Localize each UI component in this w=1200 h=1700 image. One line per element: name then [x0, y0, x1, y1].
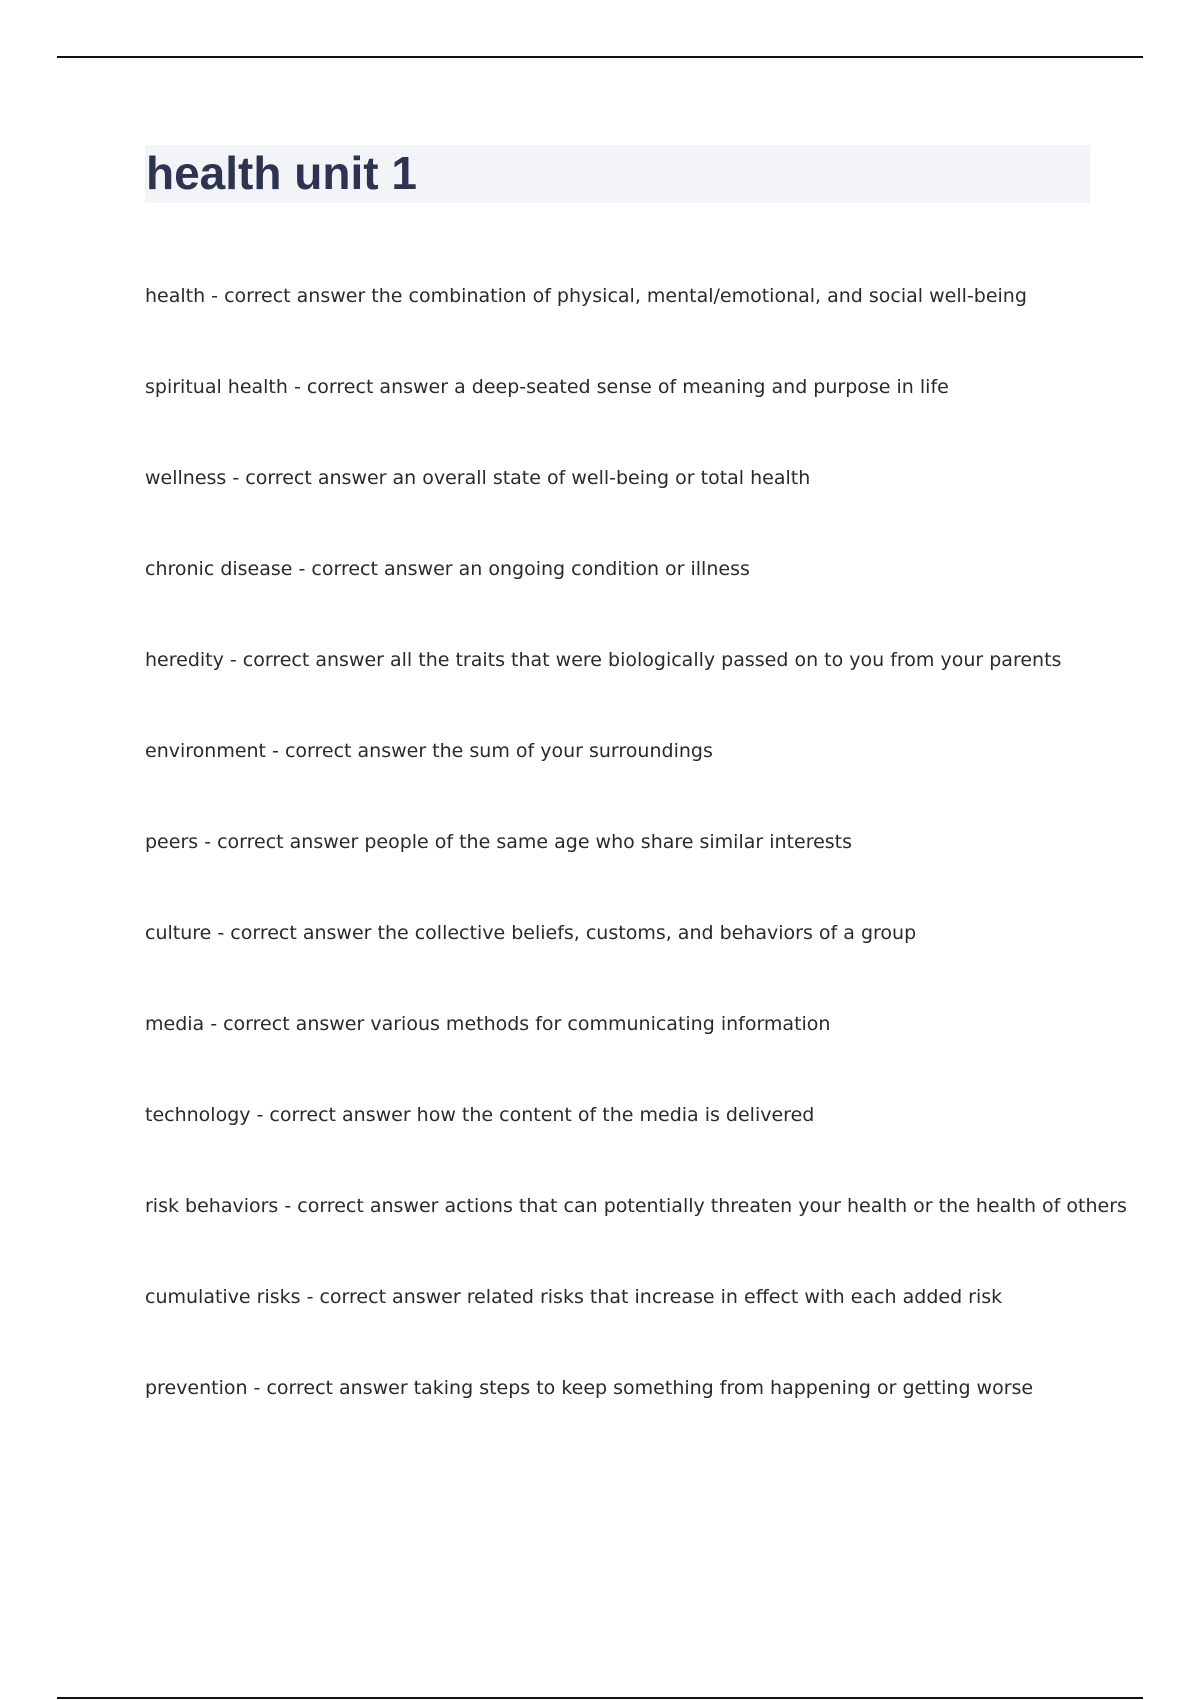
flashcard-entry: risk behaviors - correct answer actions that can potentially threaten your health or the health of others [145, 1195, 1127, 1217]
page-title: health unit 1 [146, 147, 417, 199]
flashcard-entry: chronic disease - correct answer an ongoing condition or illness [145, 558, 750, 580]
bottom-rule [57, 1697, 1143, 1699]
flashcard-entry: technology - correct answer how the content of the media is delivered [145, 1104, 815, 1126]
flashcard-entry: peers - correct answer people of the same age who share similar interests [145, 831, 853, 853]
flashcard-entry: media - correct answer various methods for communicating information [145, 1013, 831, 1035]
flashcard-entry: culture - correct answer the collective beliefs, customs, and behaviors of a group [145, 922, 917, 944]
flashcard-entry: wellness - correct answer an overall state of well-being or total health [145, 467, 811, 489]
flashcard-entry: spiritual health - correct answer a deep-seated sense of meaning and purpose in life [145, 376, 949, 398]
flashcard-entry: health - correct answer the combination of physical, mental/emotional, and social well-being [145, 285, 1027, 307]
flashcard-entry: environment - correct answer the sum of your surroundings [145, 740, 713, 762]
flashcard-entry: cumulative risks - correct answer related risks that increase in effect with each added risk [145, 1286, 1003, 1308]
flashcard-entry: heredity - correct answer all the traits that were biologically passed on to you from your parents [145, 649, 1062, 671]
top-rule [57, 56, 1143, 58]
flashcard-list [145, 281, 1127, 1464]
flashcard-entry: prevention - correct answer taking steps to keep something from happening or getting worse [145, 1377, 1034, 1399]
